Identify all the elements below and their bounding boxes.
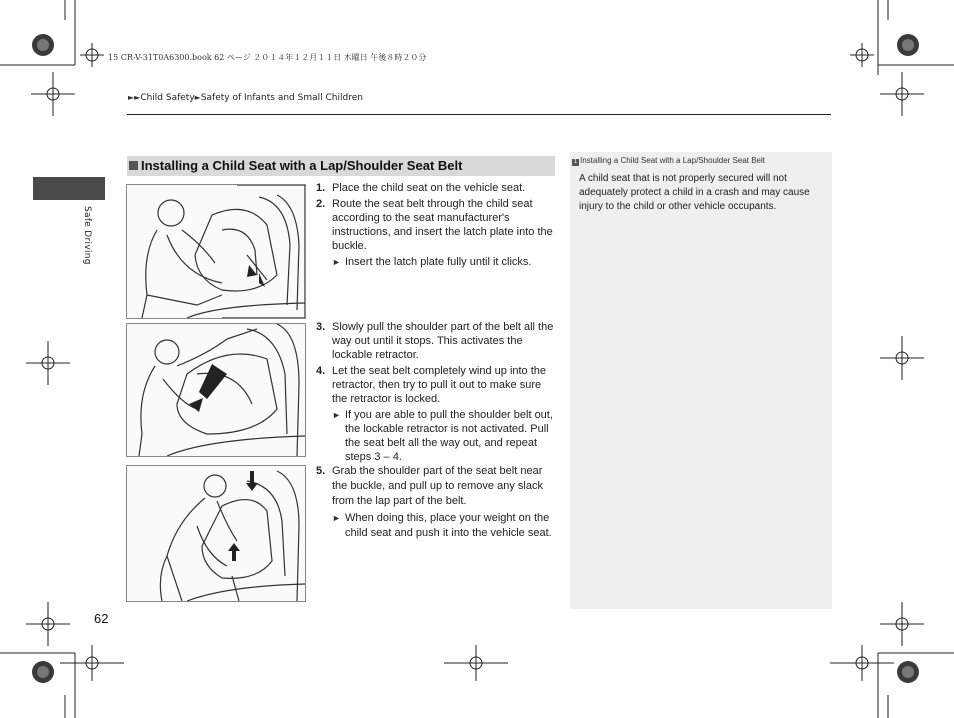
step-5 [316,464,556,509]
note-text: If you are able to pull the shoulder belt out, the lockable retractor is not activated. Pull the seat belt all the way out, and repeat steps 3 – 4. [345,409,553,463]
sidebar-heading-text: Installing a Child Seat with a Lap/Shoulder Seat Belt [580,156,766,165]
breadcrumb [128,93,363,103]
sidebar-body: A child seat that is not properly secured will not adequately protect a child in a crash and may cause injury to the child or other vehicle occupants. [579,173,810,212]
step-text: Grab the shoulder part of the seat belt near the buckle, and pull up to remove any slack from the lap part of the belt. [332,465,543,507]
breadcrumb-separator: ► [194,93,201,102]
step-number: 1. [316,182,326,194]
step-text: Route the seat belt through the child seat according to the seat manufacturer's instructions, and insert the latch plate into the buckle. [332,198,553,252]
note-arrow-icon: ► [332,410,341,420]
illustration-1-drawing [127,185,305,318]
chapter-label: Safe Driving [82,206,92,265]
step-2-note [316,255,556,269]
step-3 [316,320,556,362]
step-text: Slowly pull the shoulder part of the belt all the way out until it stops. This activates the lockable retractor. [332,321,554,361]
breadcrumb-arrows: ►► [128,93,141,102]
note-arrow-icon: ► [332,257,341,267]
note-text: Insert the latch plate fully until it clicks. [345,256,532,268]
note-text: When doing this, place your weight on the child seat and push it into the vehicle seat. [345,512,552,539]
note-arrow-icon: ► [332,513,341,523]
step-1 [316,181,556,195]
step-5-note [316,511,556,541]
steps-block-3 [316,464,556,543]
reference-badge: 1 [573,159,578,165]
illustration-pull-shoulder-belt [126,323,306,457]
breadcrumb-level2[interactable]: Safety of Infants and Small Children [200,93,363,103]
breadcrumb-level1[interactable]: Child Safety [140,93,195,103]
step-text: Place the child seat on the vehicle seat. [332,182,526,194]
book-info: 15 CR-V-31T0A6300.book 62 ページ ２０１４年１２月１１日 木曜日 午後８時２０分 [108,53,427,62]
header-rule [127,114,831,115]
step-text: Let the seat belt completely wind up into the retractor, then try to pull it out to make sure the retractor is locked. [332,365,547,405]
illustration-remove-slack [126,465,306,602]
chapter-tab [33,177,105,200]
sidebar-note [570,152,832,609]
section-title: Installing a Child Seat with a Lap/Shoulder Seat Belt [141,158,463,173]
illustration-place-child-seat [126,184,306,319]
step-4 [316,364,556,406]
steps-block-1 [316,181,556,271]
section-heading-bar [127,156,555,176]
sidebar-heading [572,156,765,166]
step-number: 2. [316,198,326,210]
step-number: 5. [316,465,326,477]
step-number: 4. [316,365,326,377]
step-number: 3. [316,321,326,333]
illustration-2-drawing [127,324,305,456]
step-4-note [316,408,556,464]
illustration-3-drawing [127,466,305,601]
steps-block-2 [316,320,556,466]
section-square-icon [129,161,138,170]
step-2 [316,197,556,253]
page-number: 62 [94,611,109,626]
